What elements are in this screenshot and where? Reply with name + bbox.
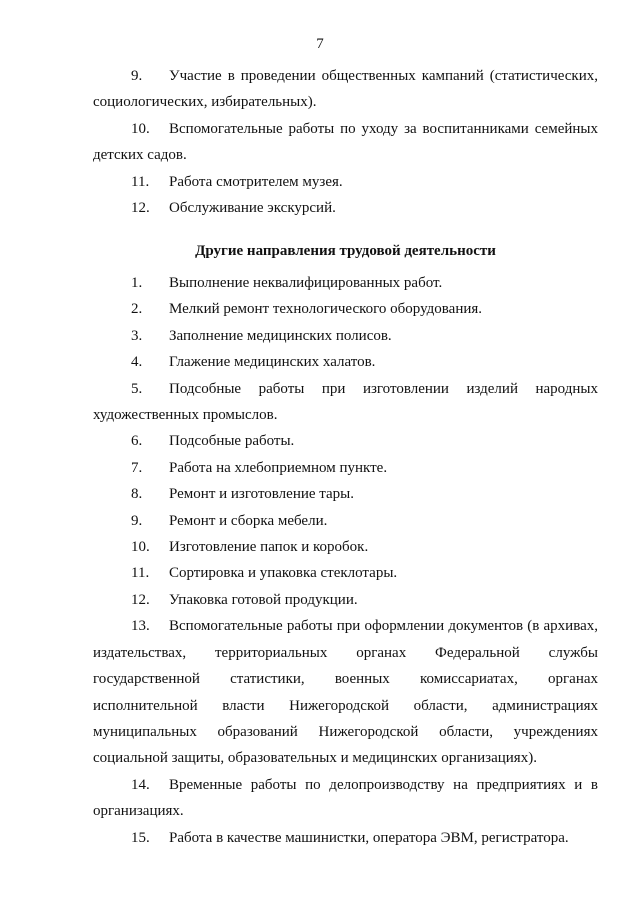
- list-item: [93, 534, 598, 560]
- item-number: 13.: [131, 618, 150, 635]
- list-item: [93, 323, 598, 349]
- item-text: Упаковка готовой продукции.: [169, 591, 358, 608]
- item-text: Работа на хлебоприемном пункте.: [169, 459, 388, 476]
- list-item: [93, 455, 598, 481]
- item-text: Подсобные работы при изготовлении изделий народных художественных промыслов.: [93, 380, 598, 424]
- item-number: 10.: [131, 539, 150, 556]
- item-text: Глажение медицинских халатов.: [169, 354, 376, 371]
- item-text: Вспомогательные работы по уходу за воспитанниками семейных детских садов.: [93, 120, 598, 164]
- item-text: Ремонт и изготовление тары.: [169, 486, 355, 503]
- item-text: Работа в качестве машинистки, оператора ЭВМ, регистратора.: [169, 829, 569, 846]
- item-text: Ремонт и сборка мебели.: [169, 512, 328, 529]
- list-item: [93, 116, 598, 169]
- item-text: Заполнение медицинских полисов.: [169, 327, 392, 344]
- item-number: 4.: [131, 354, 143, 371]
- list-item: [93, 587, 598, 613]
- list-item: [93, 428, 598, 454]
- list-item: [93, 613, 598, 771]
- list-item: [93, 508, 598, 534]
- list-item: [93, 195, 598, 221]
- list-other: [93, 270, 598, 851]
- item-text: Работа смотрителем музея.: [169, 173, 343, 190]
- item-number: 1.: [131, 275, 143, 291]
- item-number: 15.: [131, 829, 150, 846]
- list-item: [93, 481, 598, 507]
- item-number: 2.: [131, 301, 143, 318]
- item-text: Вспомогательные работы при оформлении документов (в архивах, издательствах, территориальных органах Федеральной службы государственной статистики, военных комиссариатах, органах исполнительной власти Нижегородской области, администрациях муниципальных образований Нижегородской области, учреждениях социальной защиты, образовательных и медицинских организациях).: [93, 618, 598, 767]
- list-item: [93, 560, 598, 586]
- list-item: [93, 772, 598, 825]
- item-number: 10.: [131, 120, 150, 137]
- item-text: Подсобные работы.: [169, 433, 295, 450]
- section-heading: Другие направления трудовой деятельности: [195, 243, 496, 259]
- item-text: Мелкий ремонт технологического оборудования.: [169, 301, 483, 318]
- item-number: 12.: [131, 591, 150, 608]
- page-number: 7: [316, 36, 324, 52]
- item-text: Изготовление папок и коробок.: [169, 539, 369, 556]
- list-item: [93, 825, 598, 851]
- item-number: 11.: [131, 565, 150, 582]
- item-text: Обслуживание экскурсий.: [169, 200, 336, 217]
- item-text: Участие в проведении общественных кампаний (статистических, социологических, избирательных).: [93, 68, 598, 111]
- item-number: 6.: [131, 433, 143, 450]
- item-number: 9.: [131, 68, 143, 84]
- list-item: [93, 169, 598, 195]
- item-number: 5.: [131, 380, 143, 397]
- list-item: [93, 376, 598, 429]
- list-item: [93, 349, 598, 375]
- item-number: 3.: [131, 327, 143, 344]
- item-number: 8.: [131, 486, 143, 503]
- list-continued: [93, 63, 598, 221]
- item-text: Выполнение неквалифицированных работ.: [169, 275, 443, 291]
- item-text: Временные работы по делопроизводству на предприятиях и в организациях.: [93, 776, 598, 820]
- list-item: [93, 63, 598, 116]
- item-number: 12.: [131, 200, 150, 217]
- item-text: Сортировка и упаковка стеклотары.: [169, 565, 398, 582]
- item-number: 9.: [131, 512, 143, 529]
- list-item: [93, 270, 598, 296]
- item-number: 7.: [131, 459, 143, 476]
- item-number: 11.: [131, 173, 150, 190]
- list-item: [93, 296, 598, 322]
- item-number: 14.: [131, 776, 150, 793]
